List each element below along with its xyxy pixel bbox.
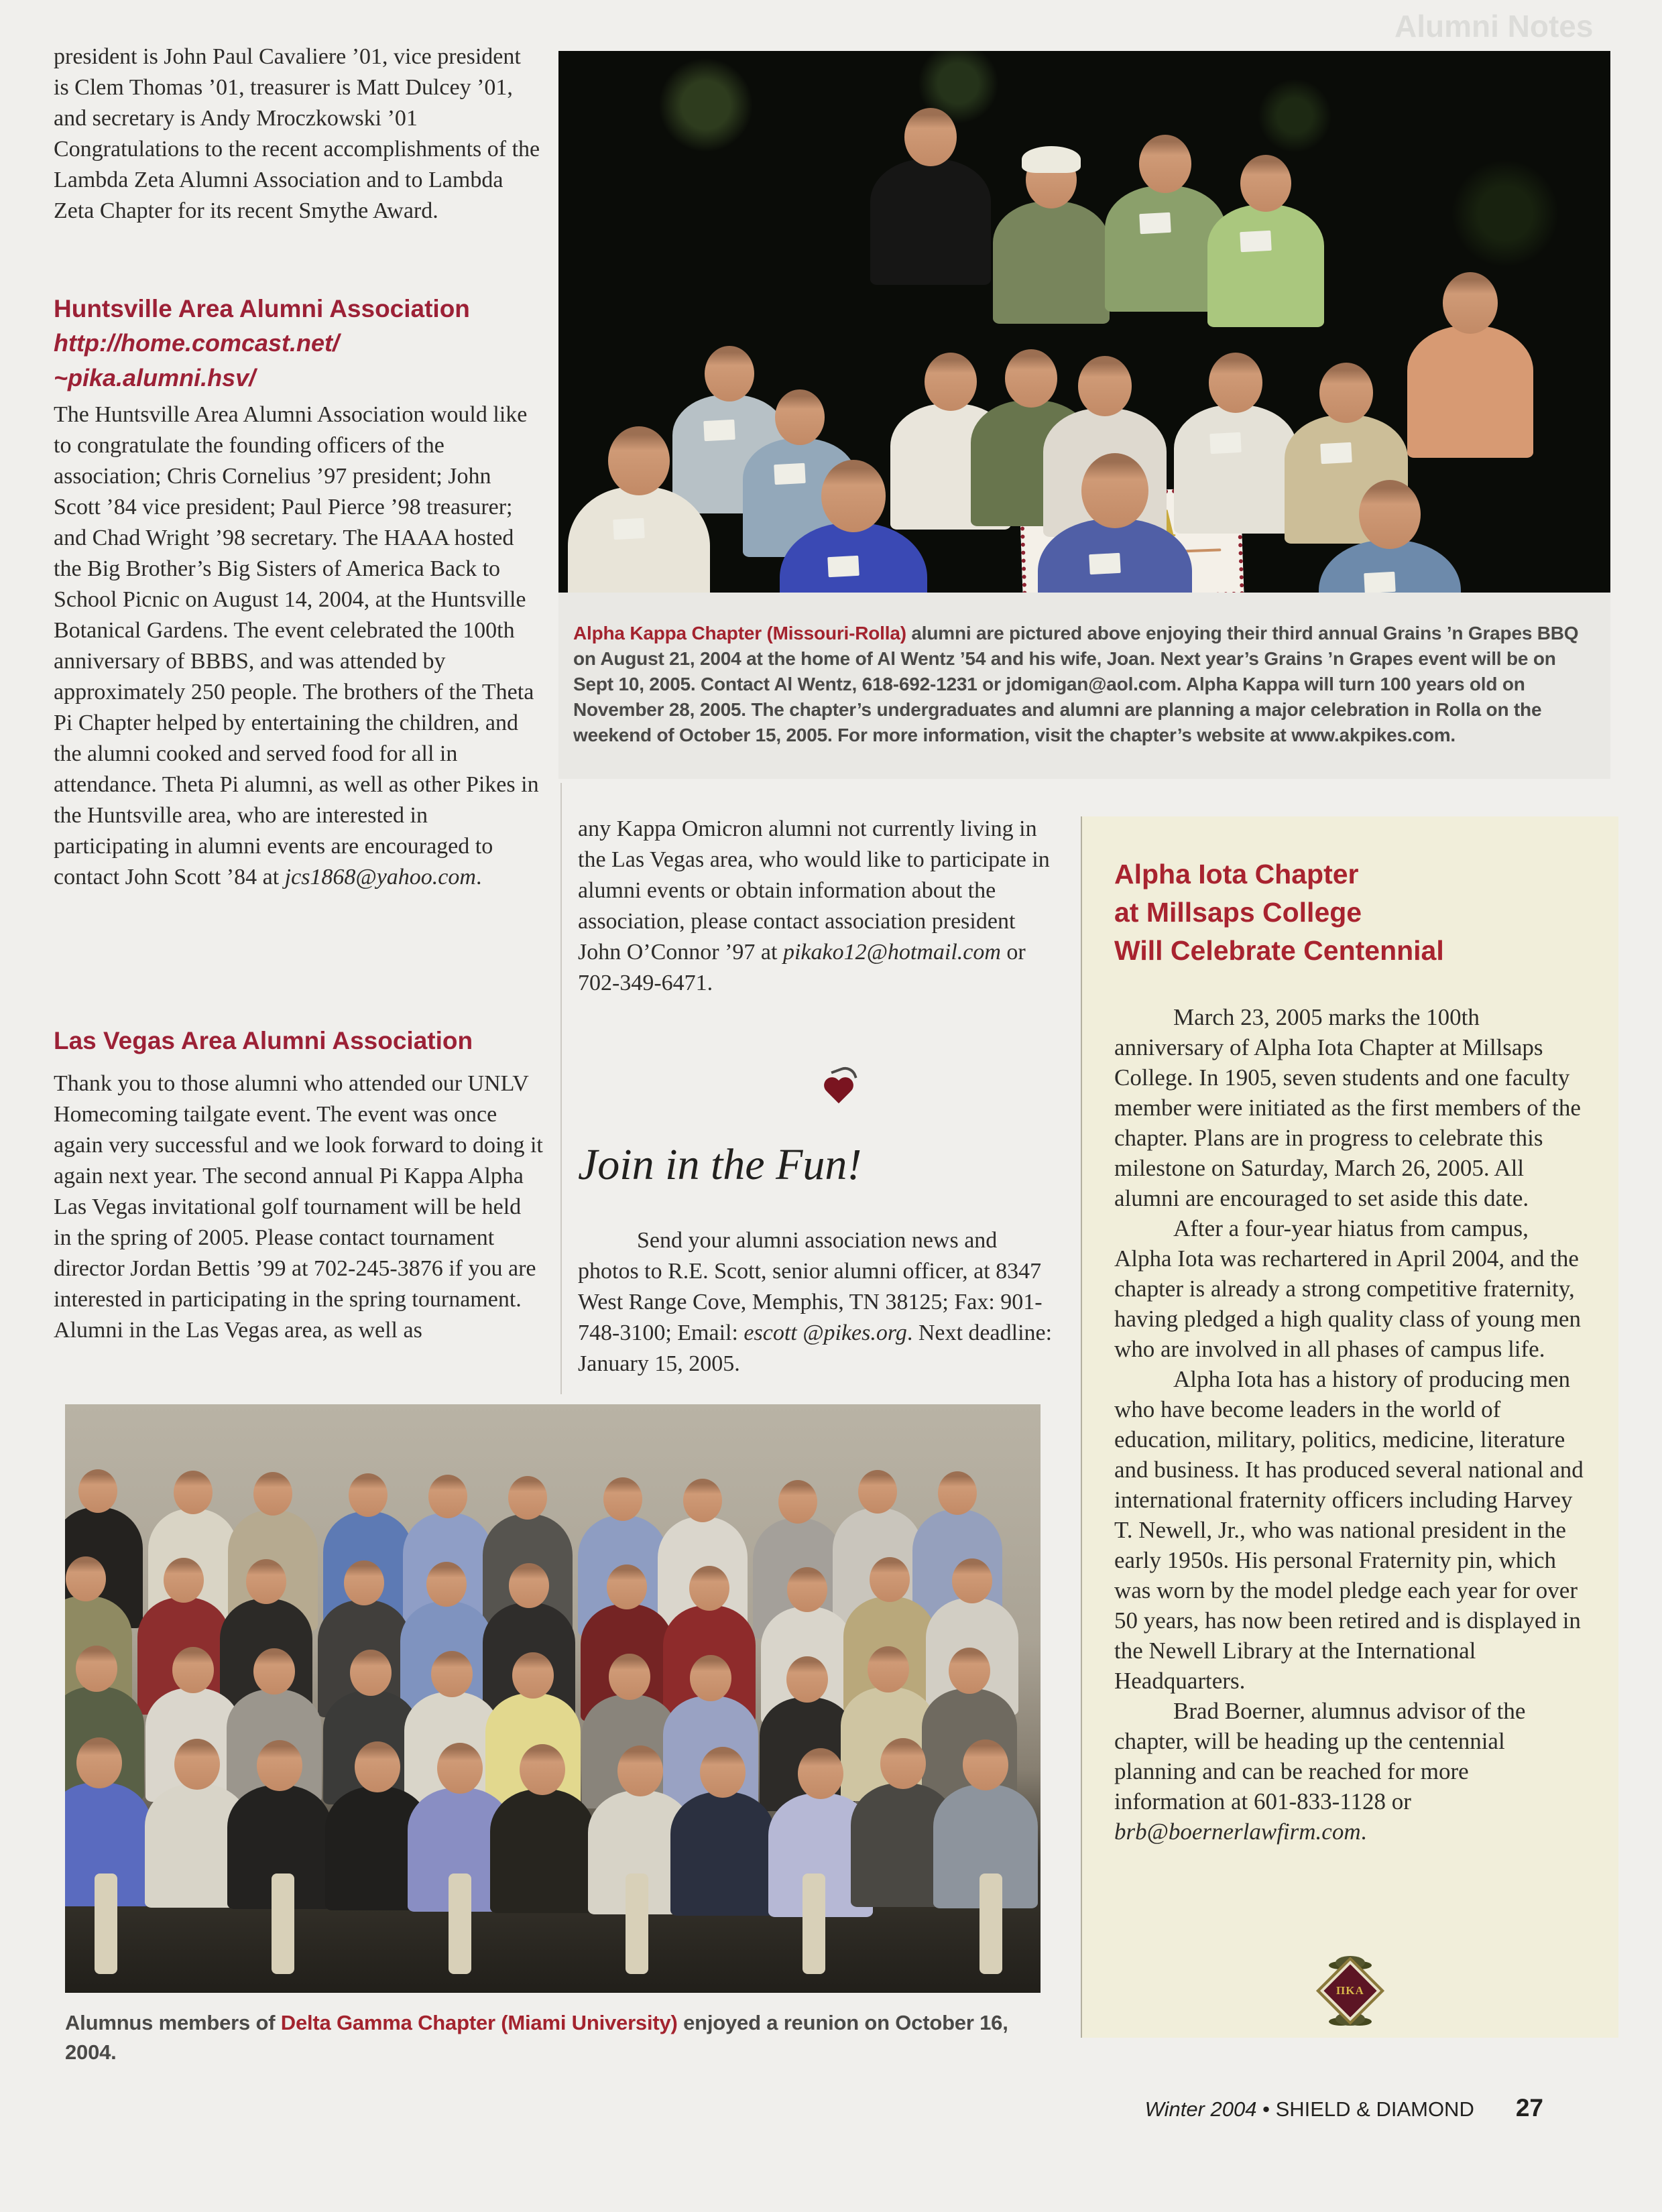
top-caption-text: alumni are pictured above enjoying their third annual Grains ’n Grapes BBQ on August 21, 2004 at the home of Al Wentz ’54 and his wife, Joan. Next year’s Grains ’n Grapes event will be on Sept 10, 2005. Contact Al Wentz, 618-692-1231 or jdomigan@aol.com. Alpha Kappa will turn 100 years old on November 28, 2005. The chapter’s undergraduates and alumni are planning a major celebration in Rolla on the weekend of October 15, 2005. For more information, visit the chapter’s website at www.akpikes.com. (573, 623, 1579, 745)
alpha-iota-heading-line2: at Millsaps College (1114, 897, 1362, 928)
bottom-caption (65, 2008, 1030, 2067)
huntsville-url-line1: http://home.comcast.net/ (54, 329, 340, 357)
footer-separator: • (1256, 2097, 1276, 2121)
alpha-iota-body (1082, 970, 1618, 1847)
bottom-caption-post: enjoyed a reunion on October 16, 2004. (65, 2011, 1008, 2064)
floral-heart-icon (823, 1078, 854, 1106)
kappa-omicron-email: pikako12@hotmail.com (782, 940, 1001, 965)
huntsville-body-end: . (475, 865, 482, 889)
column-rule (560, 783, 562, 1394)
alpha-iota-email: brb@boernerlawfirm.com (1114, 1819, 1361, 1845)
top-caption-panel (558, 593, 1610, 779)
top-caption (558, 593, 1610, 748)
alpha-iota-para3: Alpha Iota has a history of producing men who have become leaders in the world of education, military, politics, medicine, literature and business. It has produced several national and international fraternity officers including Harvey T. Newell, Jr., who was national president in the early 1950s. His personal Fraternity pin, which was worn by the model pledge each year for over 50 years, has now been retired and is displayed in the Newell Library at the International Headquarters. (1114, 1366, 1584, 1694)
pin-letters: ΠKA (1336, 1983, 1364, 1997)
huntsville-body-text: The Huntsville Area Alumni Association would like to congratulate the founding officers of the association; Chris Cornelius ’97 president; John Scott ’84 vice president; Paul Pierce ’98 treasurer; and Chad Wright ’98 secretary. The HAAA hosted the Big Brother’s Big Sisters of America Back to School Picnic on August 14, 2004, at the Huntsville Botanical Gardens. The event celebrated the 100th anniversary of BBBS, and was attended by approximately 250 people. The brothers of the Theta Pi Chapter helped by entertaining the children, and the alumni cooked and served food for all in attendance. Theta Pi alumni, as well as other Pikes in the Huntsville area, who are interested in participating in alumni events are encouraged to contact John Scott ’84 at (54, 402, 539, 889)
las-vegas-heading: Las Vegas Area Alumni Association (54, 1027, 473, 1054)
bottom-caption-lead: Delta Gamma Chapter (Miami University) (280, 2011, 678, 2034)
las-vegas-body: Thank you to those alumni who attended our UNLV Homecoming tailgate event. The event was once again very successful and we look forward to doing it again next year. The second annual Pi Kappa Alpha Las Vegas invitational golf tournament will be held in the spring of 2005. Please contact tournament director Jordan Bettis ’99 at 702-245-3876 if you are interested in participating in the spring tournament. Alumni in the Las Vegas area, as well as (54, 1071, 543, 1343)
footer-issue: Winter 2004 (1144, 2097, 1257, 2121)
huntsville-heading: Huntsville Area Alumni Association (54, 295, 470, 322)
join-email: escott @pikes.org (744, 1320, 907, 1345)
join-text: Send your alumni association news and photos to R.E. Scott, senior alumni officer, at 8347 West Range Cove, Memphis, TN 38125; Fax: 901-748-3100; Email: (578, 1228, 1043, 1345)
join-post: . Next deadline: January 15, 2005. (578, 1320, 1053, 1376)
bottom-caption-pre: Alumnus members of (65, 2011, 281, 2034)
kappa-omicron-paragraph (578, 814, 1062, 999)
page-footer (1145, 2094, 1543, 2122)
kappa-omicron-post: or 702-349-6471. (578, 940, 1026, 995)
heart-icon (823, 1078, 854, 1106)
intro-paragraph: president is John Paul Cavaliere ’01, vice president is Clem Thomas ’01, treasurer is Matt Dulcey ’01, and secretary is Andy Mroczkowski ’01 Congratulations to the recent accomplishments of the Lambda Zeta Alumni Association and to Lambda Zeta Chapter for its recent Smythe Award. (54, 44, 540, 223)
alpha-iota-heading-line1: Alpha Iota Chapter (1114, 859, 1359, 889)
huntsville-email: jcs1868@yahoo.com (284, 865, 476, 889)
join-heading: Join in the Fun! (578, 1140, 862, 1189)
huntsville-body (54, 400, 540, 893)
pika-pin-icon (1313, 1956, 1387, 2026)
top-caption-lead: Alpha Kappa Chapter (Missouri-Rolla) (573, 623, 906, 643)
alpha-iota-para4 (1114, 1696, 1584, 1847)
alpha-iota-para4-text: Brad Boerner, alumnus advisor of the chapter, will be heading up the centennial planning and can be reached for more information at 601-833-1128 or (1114, 1698, 1526, 1815)
alpha-iota-para2: After a four-year hiatus from campus, Alpha Iota was rechartered in April 2004, and the chapter is already a strong competitive fraternity, having pledged a high quality class of young men who are involved in all phases of campus life. (1114, 1215, 1581, 1362)
alpha-iota-heading-line3: Will Celebrate Centennial (1114, 935, 1444, 966)
join-paragraph (578, 1225, 1062, 1379)
footer-page-number: 27 (1515, 2094, 1543, 2122)
alpha-iota-para4-end: . (1360, 1819, 1367, 1845)
bottom-photo-delta-gamma-reunion (65, 1404, 1041, 1993)
footer-magazine: SHIELD & DIAMOND (1275, 2097, 1474, 2121)
alpha-iota-para1: March 23, 2005 marks the 100th anniversary of Alpha Iota Chapter at Millsaps College. In 1905, seven students and one faculty member were initiated as the first members of the chapter. Plans are in progress to celebrate this milestone on Saturday, March 26, 2005. All alumni are encouraged to set aside this date. (1114, 1004, 1581, 1211)
pin-diamond-icon (1316, 1957, 1384, 2025)
alpha-iota-heading (1082, 816, 1618, 970)
kappa-omicron-text: any Kappa Omicron alumni not currently living in the Las Vegas area, who would like to participate in alumni events or obtain information about the association, please contact association president John O’Connor ’97 at (578, 816, 1050, 965)
section-header-ghost: Alumni Notes (1394, 9, 1594, 44)
alpha-iota-box (1081, 816, 1618, 2038)
huntsville-url (54, 326, 540, 395)
huntsville-url-line2: ~pika.alumni.hsv/ (54, 364, 256, 391)
top-photo-alpha-kappa-bbq (558, 51, 1610, 593)
